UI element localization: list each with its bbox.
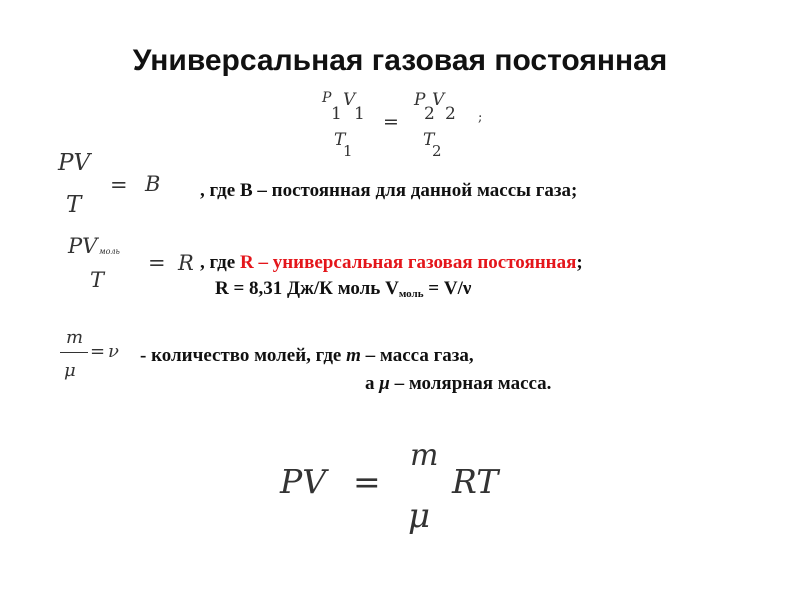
eq3-equals: =: [148, 251, 166, 275]
eq5-rhs: RT: [452, 462, 499, 501]
eq3-text-pre: , где: [200, 252, 240, 273]
eq5-numerator: m: [410, 438, 439, 473]
eq4-equals: =: [90, 341, 106, 362]
eq1-t1-index: 1: [343, 142, 353, 160]
eq4-denominator: μ: [64, 360, 76, 381]
eq1-index-2a: 2: [424, 104, 435, 124]
eq1-p2: P: [414, 90, 426, 110]
eq3-rhs: R: [178, 251, 194, 275]
eq1-v2: V: [432, 90, 445, 110]
eq3-text-post: ;: [576, 252, 583, 273]
eq5-lhs: PV: [280, 462, 327, 501]
eq4-description-line2: а μ – молярная масса.: [365, 373, 552, 394]
eq3-denominator: T: [90, 268, 105, 292]
eq1-index-1a: 1: [331, 104, 342, 124]
eq1-index-1b: 1: [354, 104, 365, 124]
eq1-p1: P: [322, 90, 332, 106]
eq3-constant-value: R = 8,31 Дж/К моль V: [215, 278, 399, 299]
eq4-rhs: ν: [108, 341, 119, 362]
eq1-t2: T: [423, 130, 435, 150]
eq2-numerator: PV: [58, 150, 91, 176]
eq3-vmol-subscript: моль: [398, 288, 424, 300]
eq1-t2-index: 2: [432, 142, 442, 160]
eq1-v1: V: [343, 90, 356, 110]
eq2-equals: =: [110, 173, 128, 197]
eq3-numerator-subscript: моль: [99, 247, 120, 256]
eq2-rhs: B: [145, 172, 161, 196]
eq5-equals: =: [353, 462, 381, 501]
eq1-semicolon: ;: [478, 110, 483, 125]
eq3-vmol-formula: = V/ν: [423, 278, 472, 299]
eq4-mu-symbol: μ: [379, 373, 390, 394]
page-title: Универсальная газовая постоянная: [132, 44, 668, 77]
eq3-text-highlight: R – универсальная газовая постоянная: [239, 252, 577, 273]
eq1-index-2b: 2: [445, 104, 456, 124]
eq1-t1: T: [334, 130, 346, 150]
eq2-description: , где В – постоянная для данной массы газа;: [200, 180, 578, 201]
eq4-m-symbol: m: [346, 345, 361, 366]
eq1-equals: =: [383, 111, 399, 133]
eq3-constant-line: [215, 278, 471, 300]
eq3-numerator: PV: [68, 234, 98, 258]
eq4-numerator: m: [66, 327, 84, 348]
eq5-denominator: μ: [408, 496, 431, 536]
eq2-denominator: T: [66, 192, 82, 218]
eq4-description-line1: - количество молей, где m – масса газа,: [140, 345, 474, 366]
eq3-description: [200, 252, 583, 274]
eq4-fraction-bar: [60, 352, 88, 353]
